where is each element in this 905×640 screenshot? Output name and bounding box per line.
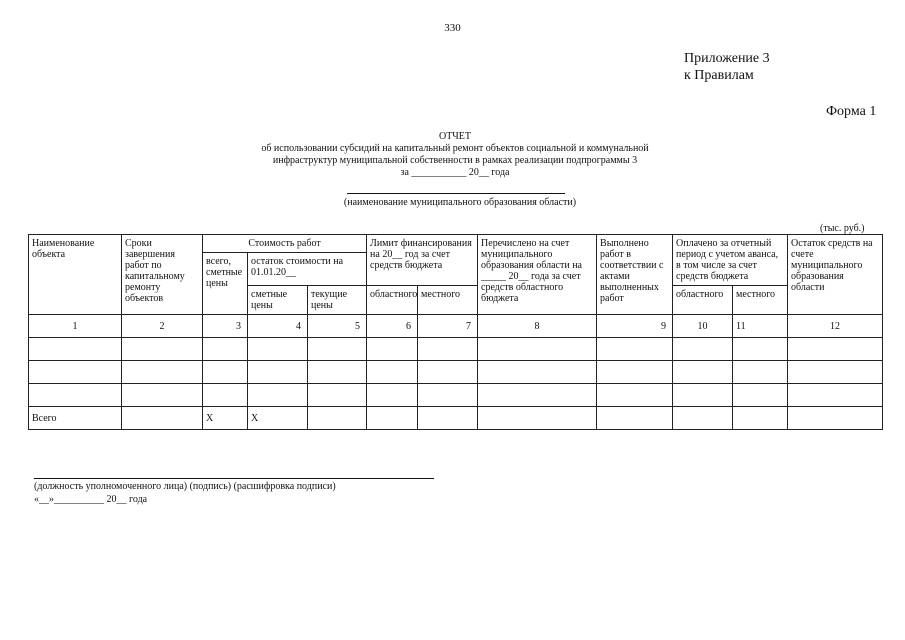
table-cell[interactable] [478,361,597,384]
table-cell[interactable] [122,338,203,361]
header-cost-current: текущие цены [308,286,367,315]
column-number: 5 [308,315,367,338]
column-number: 10 [673,315,733,338]
table-cell[interactable] [733,361,788,384]
header-paid: Оплачено за отчетный период с учетом аванса, в том числе за счет средств бюджета [673,235,788,286]
table-cell[interactable] [29,338,122,361]
table-row [29,384,883,407]
header-completed: Выполнено работ в соответствии с актами выполненных работ [597,235,673,315]
table-cell[interactable] [478,384,597,407]
table-cell[interactable] [418,384,478,407]
column-number: 3 [203,315,248,338]
column-number: 2 [122,315,203,338]
table-cell[interactable] [367,361,418,384]
form-label: Форма 1 [826,104,877,119]
table-cell[interactable] [478,338,597,361]
header-deadline: Сроки завершения работ по капитальному ремонту объектов [122,235,203,315]
table-cell[interactable] [308,407,367,430]
table-cell[interactable] [203,338,248,361]
table-cell[interactable] [597,338,673,361]
header-paid-local: местного [733,286,788,315]
header-cost: Стоимость работ [203,235,367,253]
table-cell[interactable] [248,338,308,361]
page-number: 330 [444,22,461,34]
column-number: 1 [29,315,122,338]
column-number: 6 [367,315,418,338]
signature-caption: (должность уполномоченного лица) (подпись) (расшифровка подписи) [34,481,336,492]
table-cell[interactable] [29,361,122,384]
report-table [28,234,883,430]
header-limit-local: местного [418,286,478,315]
table-cell[interactable] [673,384,733,407]
signature-line [34,478,434,479]
table-cell[interactable] [122,361,203,384]
appendix-line-2: к Правилам [684,68,754,83]
header-cost-estimate: сметные цены [248,286,308,315]
table-cell[interactable] [733,384,788,407]
table-cell[interactable] [733,407,788,430]
appendix-line-1: Приложение 3 [684,51,770,66]
table-cell[interactable] [418,338,478,361]
table-cell[interactable] [122,384,203,407]
table-cell[interactable] [308,338,367,361]
org-name-underline [347,193,565,194]
table-cell[interactable] [597,361,673,384]
table-cell[interactable] [308,384,367,407]
table-cell[interactable] [673,338,733,361]
table-cell[interactable] [418,407,478,430]
table-cell[interactable] [29,384,122,407]
table-cell[interactable] [673,361,733,384]
table-cell[interactable] [788,361,883,384]
table-cell[interactable] [367,384,418,407]
header-cost-remaining: остаток стоимости на 01.01.20__ [248,253,367,286]
title-heading: ОТЧЕТ [438,131,472,142]
column-number: 9 [597,315,673,338]
total-row [29,407,883,430]
total-label: Всего [29,407,122,430]
table-cell[interactable] [733,338,788,361]
title-line-1: об использовании субсидий на капитальный ремонт объектов социальной и коммунальной [261,143,649,154]
header-cost-total: всего, сметные цены [203,253,248,315]
table-cell[interactable] [597,384,673,407]
column-number: 8 [478,315,597,338]
table-row [29,361,883,384]
header-limit: Лимит финансирования на 20__ год за счет средств бюджета [367,235,478,286]
table-cell[interactable] [203,361,248,384]
header-transferred: Перечислено на счет муниципального образования области на _____ 20__ года за счет средств областного бюджета [478,235,597,315]
column-number-row [29,315,883,338]
org-name-caption: (наименование муниципального образования области) [343,197,577,208]
table-cell[interactable] [597,407,673,430]
column-number: 7 [418,315,478,338]
table-cell[interactable] [122,407,203,430]
signature-date: «__»__________ 20__ года [34,494,148,505]
table-cell[interactable] [203,384,248,407]
table-cell[interactable] [308,361,367,384]
table-cell[interactable] [248,361,308,384]
report-title [230,131,680,179]
table-row [29,338,883,361]
column-number: 4 [248,315,308,338]
column-number: 11 [733,315,788,338]
title-line-2: инфраструктур муниципальной собственности в рамках реализации подпрограммы 3 [272,155,638,166]
title-line-3: за ___________ 20__ года [400,167,510,178]
table-cell[interactable] [673,407,733,430]
header-paid-regional: областного [673,286,733,315]
column-number: 12 [788,315,883,338]
table-cell[interactable] [788,407,883,430]
table-cell[interactable] [788,384,883,407]
table-cell[interactable] [367,338,418,361]
header-balance: Остаток средств на счете муниципального образования области [788,235,883,315]
appendix-label [684,50,770,84]
header-limit-regional: областного [367,286,418,315]
units-label: (тыс. руб.) [820,223,865,234]
table-cell[interactable] [418,361,478,384]
table-cell[interactable] [367,407,418,430]
table-cell[interactable] [788,338,883,361]
table-cell[interactable] [478,407,597,430]
header-name: Наименование объекта [29,235,122,315]
total-cost-total-mark: X [203,407,248,430]
table-cell[interactable] [248,384,308,407]
total-cost-estimate-mark: X [248,407,308,430]
